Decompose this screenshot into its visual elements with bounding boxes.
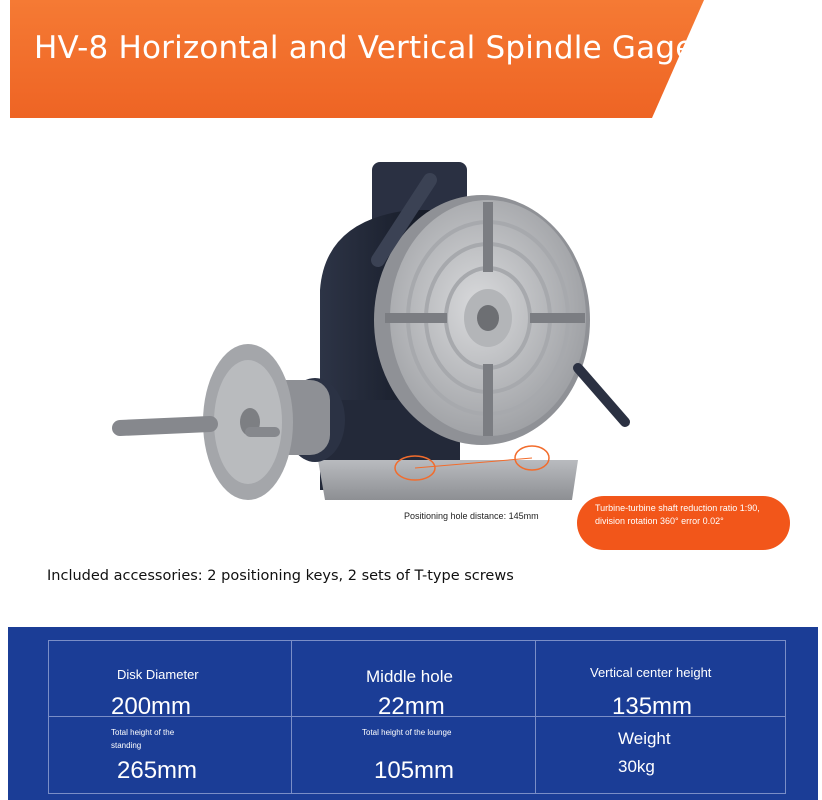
title-banner [10,0,728,118]
spec-cell-weight [536,717,785,793]
specification-panel [8,627,818,800]
spec-value: 200mm [111,693,192,720]
hole-distance-note: Positioning hole distance: 145mm [404,511,539,521]
spec-cell-total-height-standing [49,717,292,793]
rotary-table-illustration [100,150,660,520]
spec-value: 135mm [612,693,693,720]
spec-value: 265mm [117,757,198,784]
spec-cell-disk-diameter [49,641,292,720]
spec-label: Weight [618,729,671,748]
spec-label: Vertical center height [590,665,712,680]
spec-cell-vertical-center-height [536,641,785,720]
spec-cell-middle-hole [292,641,536,720]
spec-label: Total height of the standing [111,728,175,750]
spec-label: Total height of the lounge [362,728,452,737]
spec-cell-total-height-lounge [292,717,536,793]
spec-value: 30kg [618,757,655,776]
spec-value: 22mm [378,693,445,720]
reduction-ratio-callout: Turbine-turbine shaft reduction ratio 1:90, division rotation 360° error 0.02° [577,496,790,550]
spec-label: Middle hole [366,667,453,686]
spec-label: Disk Diameter [117,667,199,682]
included-accessories: Included accessories: 2 positioning keys, 2 sets of T-type screws [47,568,514,584]
spec-value: 105mm [374,757,455,784]
product-image [100,150,660,520]
page-title: HV-8 Horizontal and Vertical Spindle Gage [34,30,695,66]
spec-table [48,640,786,794]
